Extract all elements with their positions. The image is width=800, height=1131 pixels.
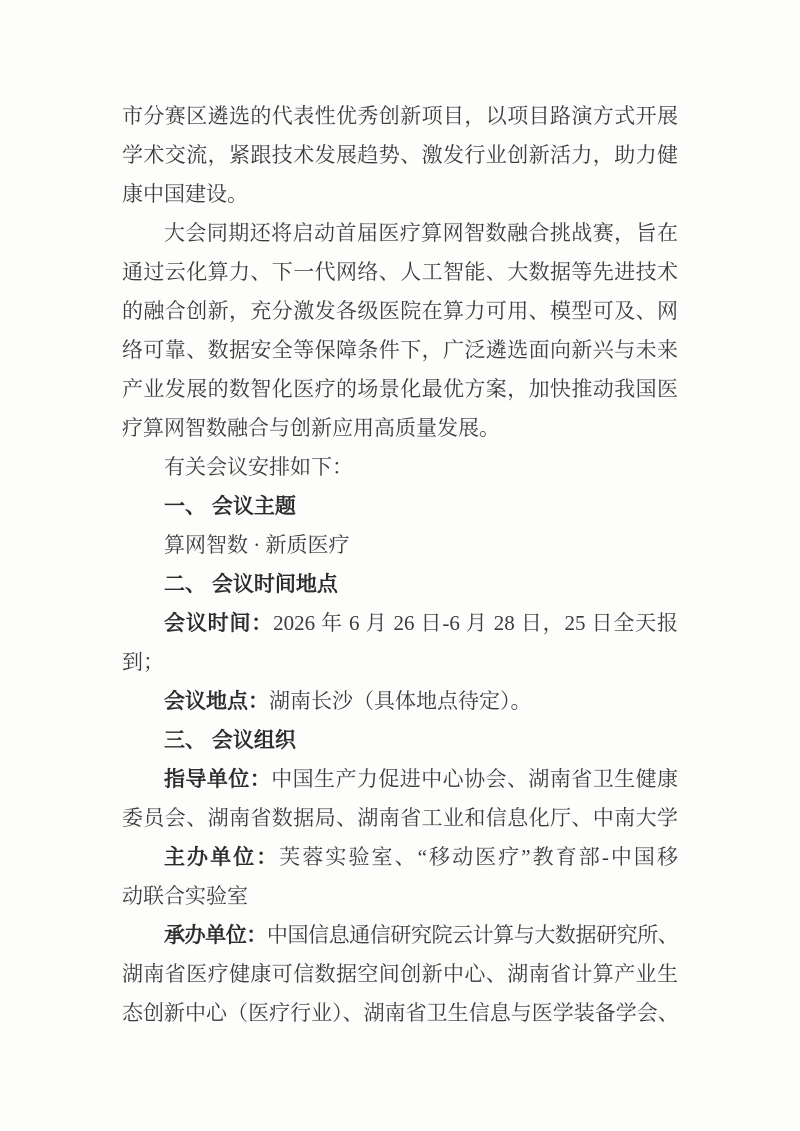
meeting-place-line — [122, 682, 678, 721]
line-text: 学术交流，紧跟技术发展趋势、激发行业创新活力，助力健 — [122, 143, 678, 167]
document-body — [122, 97, 678, 1033]
heading-text: 三、 会议组织 — [164, 729, 296, 752]
field-value: 中国信息通信研究院云计算与大数据研究所、 — [266, 923, 678, 947]
text-line — [122, 994, 678, 1033]
field-value: 芙蓉实验室、“移动医疗”教育部-中国移 — [279, 845, 678, 869]
text-line — [122, 214, 678, 253]
section-heading-time-place — [122, 565, 678, 604]
field-value: 中国生产力促进中心协会、湖南省卫生健康 — [271, 767, 679, 791]
heading-text: 一、 会议主题 — [164, 495, 296, 518]
organizer-unit-line — [122, 916, 678, 955]
line-text: 疗算网智数融合与创新应用高质量发展。 — [122, 416, 500, 440]
field-label: 会议地点： — [164, 690, 269, 713]
section-heading-meeting-theme — [122, 487, 678, 526]
field-label: 主办单位： — [164, 846, 280, 869]
text-line — [122, 799, 678, 838]
field-label: 承办单位： — [164, 924, 267, 947]
text-line — [122, 643, 678, 682]
line-text: 通过云化算力、下一代网络、人工智能、大数据等先进技术 — [122, 260, 678, 284]
line-text: 的融合创新，充分激发各级医院在算力可用、模型可及、网 — [122, 299, 678, 323]
line-text: 康中国建设。 — [122, 182, 248, 206]
heading-text: 二、 会议时间地点 — [164, 573, 338, 596]
line-text: 有关会议安排如下： — [164, 455, 353, 479]
arrangement-intro-line — [122, 448, 678, 487]
text-line — [122, 955, 678, 994]
section-heading-organization — [122, 721, 678, 760]
host-unit-line — [122, 838, 678, 877]
meeting-time-line — [122, 604, 678, 643]
line-text: 态创新中心（医疗行业）、湖南省卫生信息与医学装备学会、 — [122, 1001, 678, 1025]
line-text: 动联合实验室 — [122, 884, 248, 908]
line-text: 湖南省医疗健康可信数据空间创新中心、湖南省计算产业生 — [122, 962, 678, 986]
text-line — [122, 331, 678, 370]
text-line — [122, 136, 678, 175]
field-label: 会议时间： — [164, 612, 274, 635]
text-line — [122, 97, 678, 136]
line-text: 到； — [122, 650, 164, 674]
line-text: 大会同期还将启动首届医疗算网智数融合挑战赛，旨在 — [164, 221, 678, 245]
line-text: 络可靠、数据安全等保障条件下，广泛遴选面向新兴与未来 — [122, 338, 678, 362]
line-text: 委员会、湖南省数据局、湖南省工业和信息化厅、中南大学 — [122, 806, 678, 830]
text-line — [122, 409, 678, 448]
text-line — [122, 370, 678, 409]
meeting-theme-line — [122, 526, 678, 565]
guidance-unit-line — [122, 760, 678, 799]
text-line — [122, 253, 678, 292]
line-text: 算网智数 · 新质医疗 — [164, 533, 350, 557]
field-label: 指导单位： — [164, 768, 272, 791]
text-line — [122, 292, 678, 331]
field-value: 2026 年 6 月 26 日-6 月 28 日，25 日全天报 — [273, 611, 678, 635]
line-text: 市分赛区遴选的代表性优秀创新项目，以项目路演方式开展 — [122, 104, 678, 128]
field-value: 湖南长沙（具体地点待定）。 — [269, 689, 532, 713]
text-line — [122, 877, 678, 916]
line-text: 产业发展的数智化医疗的场景化最优方案，加快推动我国医 — [122, 377, 678, 401]
text-line — [122, 175, 678, 214]
